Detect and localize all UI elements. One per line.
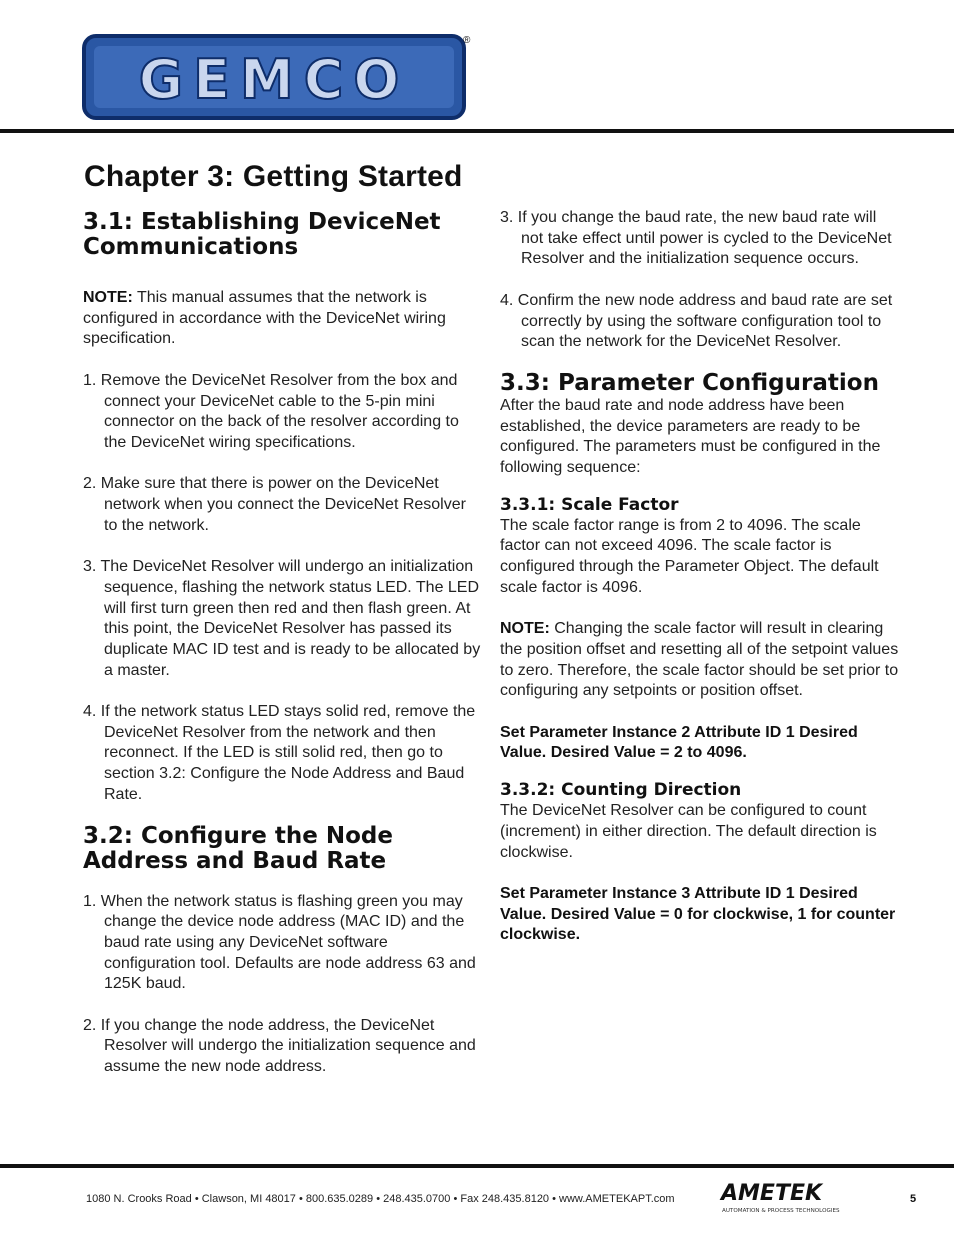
list-item: 2. Make sure that there is power on the DeviceNet network when you connect the DeviceNet Resolver to the network.	[83, 475, 466, 534]
logo-text: GEMCO	[138, 48, 410, 111]
header-rule	[0, 129, 954, 133]
list-item: 1. When the network status is flashing green you may change the device node address (MAC ID) and the baud rate using any DeviceNet software configuration tool. Defaults are node address 63 and 125K baud.	[83, 892, 476, 993]
section-3-3-heading: 3.3: Parameter Configuration	[500, 369, 879, 396]
note-label: NOTE:	[500, 620, 550, 638]
footer-address: 1080 N. Crooks Road • Clawson, MI 48017 • 800.635.0289 • 248.435.0700 • Fax 248.435.8120 • www.AMETEKAPT.com	[86, 1193, 675, 1205]
section-3-1-heading: 3.1: Establishing DeviceNet Communications	[83, 209, 441, 260]
counting-direction-text: The DeviceNet Resolver can be configured to count (increment) in either direction. The default direction is clockwise.	[500, 802, 877, 861]
note-label: NOTE:	[83, 289, 133, 306]
section-3-1-note	[83, 288, 481, 350]
ametek-brand: AMETEK	[721, 1181, 823, 1206]
footer-rule	[0, 1164, 954, 1168]
scale-factor-instruction: Set Parameter Instance 2 Attribute ID 1 Desired Value. Desired Value = 2 to 4096.	[500, 723, 858, 762]
note-text: Changing the scale factor will result in clearing the position offset and resetting all of the setpoint values to zero. Therefore, the scale factor should be set prior to configuring any setpoints or position offset.	[500, 620, 899, 700]
subsection-3-3-1-heading: 3.3.1: Scale Factor	[500, 494, 679, 515]
ametek-logo	[719, 1180, 869, 1216]
list-item: 1. Remove the DeviceNet Resolver from the box and connect your DeviceNet cable to the 5-pin mini connector on the back of the resolver according to the DeviceNet wiring specifications.	[83, 371, 459, 451]
page-number: 5	[910, 1193, 917, 1205]
list-item: 3. The DeviceNet Resolver will undergo an initialization sequence, flashing the network status LED. The LED will first turn green then red and then flash green. At this point, the DeviceNet Resolver has passed its duplicate MAC ID test and is ready to be allocated by a master.	[83, 558, 481, 679]
subsection-3-3-2-heading: 3.3.2: Counting Direction	[500, 780, 742, 801]
list-item: 4. If the network status LED stays solid red, remove the DeviceNet Resolver from the network and then reconnect. If the LED is still solid red, then go to section 3.2: Configure the Node Address and Baud Rate.	[83, 703, 476, 803]
counting-direction-instruction: Set Parameter Instance 3 Attribute ID 1 Desired Value. Desired Value = 0 for clockwise, 1 for counter clockwise.	[500, 884, 896, 944]
section-3-3-intro: After the baud rate and node address have been established, the device parameters are ready to be configured. The parameters must be configured in the following sequence:	[500, 396, 881, 477]
note-text: This manual assumes that the network is configured in accordance with the DeviceNet wiring specification.	[83, 289, 446, 348]
section-3-2-heading: 3.2: Configure the Node Address and Baud Rate	[83, 822, 393, 874]
gemco-logo	[82, 34, 476, 122]
ametek-tagline: AUTOMATION & PROCESS TECHNOLOGIES	[722, 1208, 840, 1214]
chapter-title: Chapter 3: Getting Started	[84, 160, 463, 193]
left-column	[83, 208, 481, 1078]
list-item: 4. Confirm the new node address and baud rate are set correctly by using the software configuration tool to scan the network for the DeviceNet Resolver.	[500, 291, 893, 351]
list-item: 2. If you change the node address, the DeviceNet Resolver will undergo the initialization sequence and assume the new node address.	[83, 1016, 476, 1076]
scale-factor-text: The scale factor range is from 2 to 4096. The scale factor can not exceed 4096. The scale factor is configured through the Parameter Object. The default scale factor is 4096.	[500, 516, 879, 596]
list-item: 3. If you change the baud rate, the new baud rate will not take effect until power is cycled to the DeviceNet Resolver and the initialization sequence occurs.	[500, 209, 892, 268]
right-column	[500, 208, 900, 946]
scale-factor-note	[500, 619, 900, 702]
registered-mark: ®	[463, 35, 471, 46]
